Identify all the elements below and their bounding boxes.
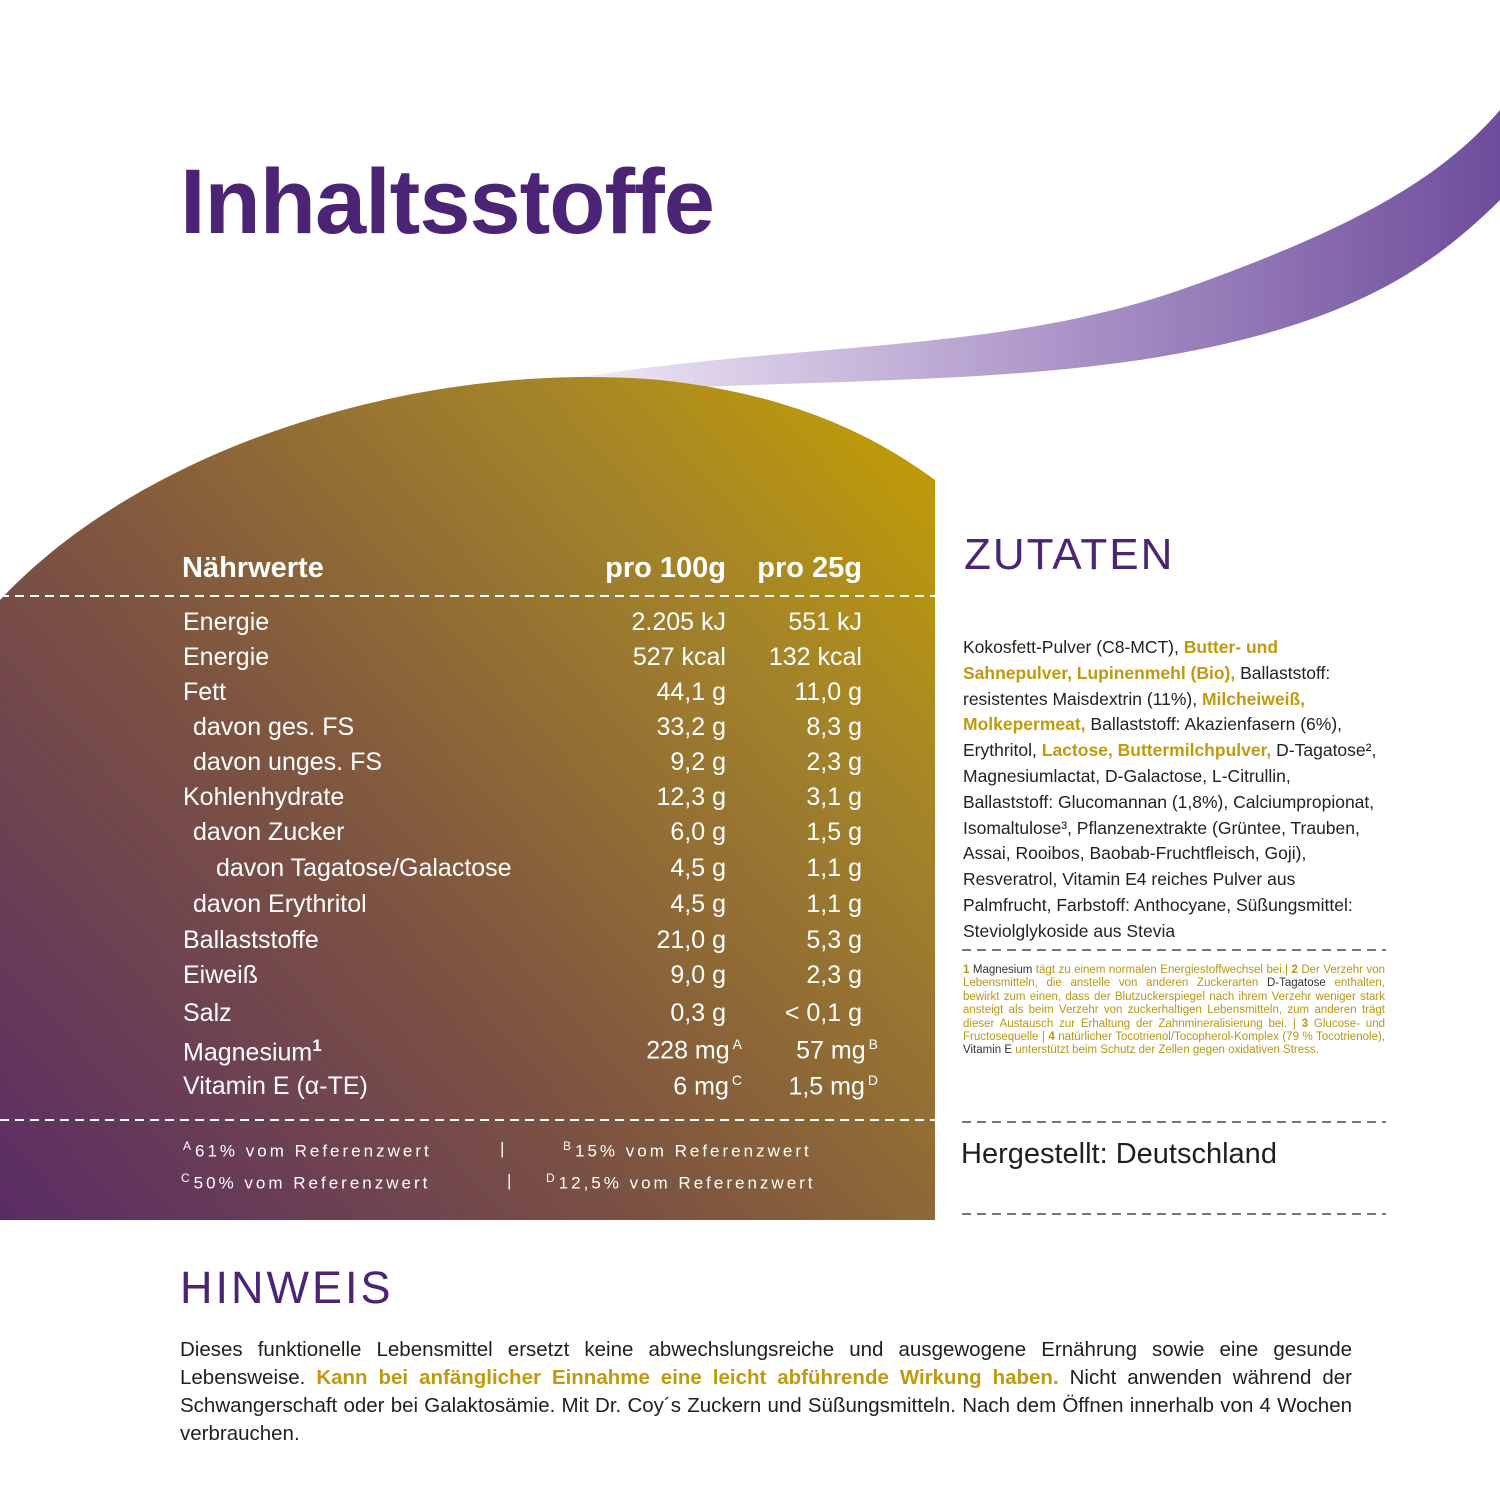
row-value-100g: 9,2 g xyxy=(670,748,726,776)
nutrition-header-label: Nährwerte xyxy=(182,552,324,584)
ref-marker: C xyxy=(731,1072,742,1088)
row-label: davon ges. FS xyxy=(193,713,355,741)
row-value-100g: 12,3 g xyxy=(656,783,726,811)
row-value-100g: 228 mg $^A$ xyxy=(646,1036,742,1065)
row-value-25g: 1,1 g xyxy=(806,854,862,882)
ref-note-a: $^A$ 61% vom Referenzwert xyxy=(183,1139,432,1161)
row-label: Salz xyxy=(183,999,232,1027)
nutrition-row-vitamin-e xyxy=(0,1072,1500,1108)
row-label: Vitamin E (α-TE) xyxy=(183,1072,368,1100)
row-value-25g: 3,1 g xyxy=(806,783,862,811)
row-value-100g: 33,2 g xyxy=(656,713,726,741)
row-value-25g: < 0,1 g xyxy=(784,999,862,1027)
hinweis-text: Dieses funktionelle Lebensmittel ersetzt keine abwechslungsreiche und ausgewogene Ernährung sowie eine gesunde Lebensweise. Kann bei anfänglicher Einnahme eine leicht abführende Wirkung haben. Nicht anwenden während der Schwangerschaft oder bei Galaktosämie. Mit Dr. Coy´s Zuckern und Süßungsmitteln. Nach dem Öffnen innerhalb von 4 Wochen verbrauchen. xyxy=(180,1338,1352,1445)
row-value-100g: 0,3 g xyxy=(670,999,726,1027)
zutaten-text: Kokosfett-Pulver (C8-MCT), Butter- und Sahnepulver, Lupinenmehl (Bio), Ballaststoff: resistentes Maisdextrin (11%), Milcheiweiß, Molkepermeat, Ballaststoff: Akazienfasern (6%), Erythritol, Lactose, Buttermilchpulver, D-Tagatose², Magnesiumlactat, D-Galactose, L-Citrullin, Ballaststoff: Glucomannan (1,8%), Calciumpropionat, Isomaltulose³, Pflanzenextrakte (Grüntee, Trauben, Assai, Rooibos, Baobab-Fruchtfleisch, Goji), Resveratrol, Vitamin E4 reiches Pulver aus Palmfrucht, Farbstoff: Anthocyane, Süßungsmittel: Steviolglykoside aus Stevia xyxy=(963,637,1377,941)
row-label: davon unges. FS xyxy=(193,748,383,776)
row-label: davon Erythritol xyxy=(193,890,367,918)
row-value-100g: 527 kcal xyxy=(632,643,726,671)
row-label: Magnesium$^1$ xyxy=(183,1036,322,1067)
row-value-25g: 1,1 g xyxy=(806,890,862,918)
row-label: Ballaststoffe xyxy=(183,926,319,954)
zutaten-heading: ZUTATEN xyxy=(964,530,1175,579)
row-value-25g: 132 kcal xyxy=(768,643,862,671)
row-value-100g: 9,0 g xyxy=(670,961,726,989)
row-label: Eiweiß xyxy=(183,961,259,989)
zutaten-footnotes: 1 Magnesium tägt zu einem normalen Energiestoffwechsel bei.| 2 Der Verzehr von Lebensmitteln, die anstelle von anderen Zuckerarten D-Tagatose enthalten, bewirkt zum einen, dass der Blutzuckerspiegel nach ihrem Verzehr weniger stark ansteigt als beim Verzehr von zuckerhaltigen Lebensmitteln, zum anderen trägt dieser Austausch zur Erhaltung der Zahnmineralisierung bei. | 3 Glucose- und Fructosequelle | 4 natürlicher Tocotrienol/Tocopherol-Komplex (79 % Tocotrienole), Vitamin E unterstützt beim Schutz der Zellen gegen oxidativen Stress. xyxy=(963,964,1385,1057)
row-value-100g: 4,5 g xyxy=(670,890,726,918)
row-value-100g: 6 mg $^C$ xyxy=(673,1072,742,1101)
ref-note-c: $^C$ 50% vom Referenzwert xyxy=(181,1171,431,1193)
row-label: Fett xyxy=(183,678,227,706)
row-value-100g: 44,1 g xyxy=(656,678,726,706)
hinweis-heading: HINWEIS xyxy=(180,1262,394,1313)
nutrition-header-per25: pro 25g xyxy=(757,552,862,584)
row-value-25g: 2,3 g xyxy=(806,748,862,776)
row-label: Kohlenhydrate xyxy=(183,783,345,811)
footnote-marker: 1 xyxy=(312,1036,322,1055)
row-label: davon Zucker xyxy=(193,818,345,846)
ref-note-b: $^B$ 15% vom Referenzwert xyxy=(563,1139,812,1161)
ref-marker: B xyxy=(868,1036,878,1052)
row-value-25g: 8,3 g xyxy=(806,713,862,741)
made-in-label: Hergestellt: Deutschland xyxy=(961,1138,1277,1170)
row-value-25g: 1,5 g xyxy=(806,818,862,846)
ref-note-separator: | xyxy=(507,1171,515,1190)
row-label: Energie xyxy=(183,643,270,671)
row-value-100g: 4,5 g xyxy=(670,854,726,882)
row-label: davon Tagatose/Galactose xyxy=(216,854,512,882)
ref-marker: D xyxy=(867,1072,878,1088)
page-title: Inhaltsstoffe xyxy=(180,151,714,253)
row-label: Energie xyxy=(183,608,270,636)
ref-marker: A xyxy=(732,1036,742,1052)
ref-note-separator: | xyxy=(500,1139,508,1158)
row-value-100g: 6,0 g xyxy=(670,818,726,846)
row-value-100g: 21,0 g xyxy=(656,926,726,954)
row-value-100g: 2.205 kJ xyxy=(631,608,726,636)
row-value-25g: 5,3 g xyxy=(806,926,862,954)
nutrition-header-per100: pro 100g xyxy=(605,552,726,584)
ref-note-d: $^D$ 12,5% vom Referenzwert xyxy=(546,1171,816,1193)
row-value-25g: 11,0 g xyxy=(794,678,862,706)
row-value-25g: 2,3 g xyxy=(806,961,862,989)
row-value-25g: 57 mg $^B$ xyxy=(796,1036,878,1065)
row-value-25g: 551 kJ xyxy=(788,608,862,636)
row-value-25g: 1,5 mg $^D$ xyxy=(788,1072,878,1101)
